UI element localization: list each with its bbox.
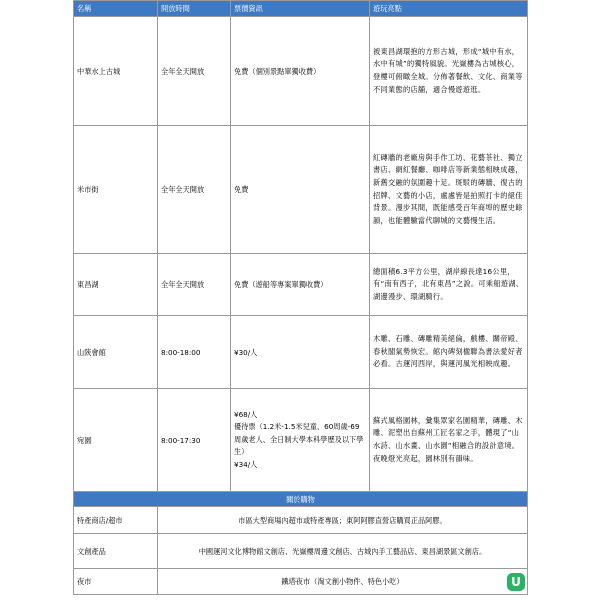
- table-row: [74, 126, 528, 254]
- u-logo-icon: [507, 573, 525, 591]
- price-line: ¥34/人: [234, 459, 258, 469]
- table-row: [74, 254, 528, 316]
- table-row: [74, 17, 528, 126]
- header-highlights: 遊玩亮點: [370, 1, 528, 17]
- logo-letter: U: [511, 575, 521, 589]
- table-row: [74, 569, 528, 595]
- travel-info-table: [73, 0, 528, 595]
- shopping-label: 特產商店/超市: [74, 507, 158, 534]
- attraction-name: 東昌湖: [74, 254, 158, 316]
- shopping-label: 文創產品: [74, 534, 158, 569]
- shopping-value: 中國運河文化博物館文創店、光嶽樓周邊文創店、古城內手工藝品店、東昌湖景區文創店。: [158, 534, 528, 569]
- attraction-name: 米市街: [74, 126, 158, 254]
- attraction-highlights: 木雕、石雕、磚雕精美絕倫，戲樓、關帝殿、春秋閣氣勢恢宏。館內碑刻楹聯為書法愛好者必看。古運河西岸，與運河風光相映成趣。: [370, 316, 528, 389]
- attraction-name: 中華水上古城: [74, 17, 158, 126]
- table-row: [74, 389, 528, 492]
- attraction-name: 山陝會館: [74, 316, 158, 389]
- attraction-hours: 全年全天開放: [158, 17, 231, 126]
- attraction-highlights: 總面積6.3平方公里，湖岸線長達16公里，有“南有西子，北有東昌”之說。可乘船遊湖、湖邊漫步、環湖騎行。: [370, 254, 528, 316]
- attraction-price: [231, 389, 370, 492]
- attraction-hours: 全年全天開放: [158, 126, 231, 254]
- attraction-name: 宛園: [74, 389, 158, 492]
- shopping-value: 市區大型商場內超市或特產專區；東阿阿膠直營店購買正品阿膠。: [158, 507, 528, 534]
- table-row: [74, 534, 528, 569]
- attraction-hours: 8:00-18:00: [158, 316, 231, 389]
- shopping-value: 鐵塔夜市（淘文創小物件、特色小吃）: [158, 569, 528, 595]
- attraction-price: 免費: [231, 126, 370, 254]
- header-hours: 開放時間: [158, 1, 231, 17]
- table-row: [74, 507, 528, 534]
- attraction-price: ¥30/人: [231, 316, 370, 389]
- price-line: ¥68/人: [234, 409, 258, 419]
- attraction-highlights: 蘇式風格園林，彙集眾家名園精華，磚雕、木雕、泥塑出自蘇州工匠名家之手，體現了“山水詩、山水畫、山水園”相融合的設計意境。夜晚燈光亮起，園林別有韻味。: [370, 389, 528, 492]
- attraction-price: 免費（個別景點單獨收費）: [231, 17, 370, 126]
- shopping-section-header: [74, 492, 528, 507]
- shopping-label: 夜市: [74, 569, 158, 595]
- table-row: [74, 316, 528, 389]
- header-price: 票價資訊: [231, 1, 370, 17]
- attraction-highlights: 被東昌湖環抱的方形古城，形成“城中有水，水中有城”的獨特風貌。光嶽樓為古城核心，登樓可俯瞰全城。分佈著餐飲、文化、商業等不同業態的店舖，適合慢遊遊逛。: [370, 17, 528, 126]
- price-line: 優待票（1.2米-1.5米兒童、60周歲-69周歲老人、全日制大學本科學歷及以下學生）: [234, 422, 364, 457]
- table-header-row: [74, 1, 528, 17]
- attraction-highlights: 紅磚牆的老廠房與手作工坊、花藝茶社、獨立書店、網紅餐廳、咖啡店等新業態相映成趣，新舊交融的氛圍趣十足。斑駁的磚牆、復古的招牌、文藝的小店，處處皆是拍照打卡的絕佳背景。漫步其間，既能感受百年商埠的歷史餘韻，也能體驗當代聊城的文藝慢生活。: [370, 126, 528, 254]
- attraction-hours: 8:00-17:30: [158, 389, 231, 492]
- header-name: 名稱: [74, 1, 158, 17]
- shopping-title: 關於購物: [74, 492, 528, 507]
- attraction-hours: 全年全天開放: [158, 254, 231, 316]
- attraction-price: 免費（遊船等專案單獨收費）: [231, 254, 370, 316]
